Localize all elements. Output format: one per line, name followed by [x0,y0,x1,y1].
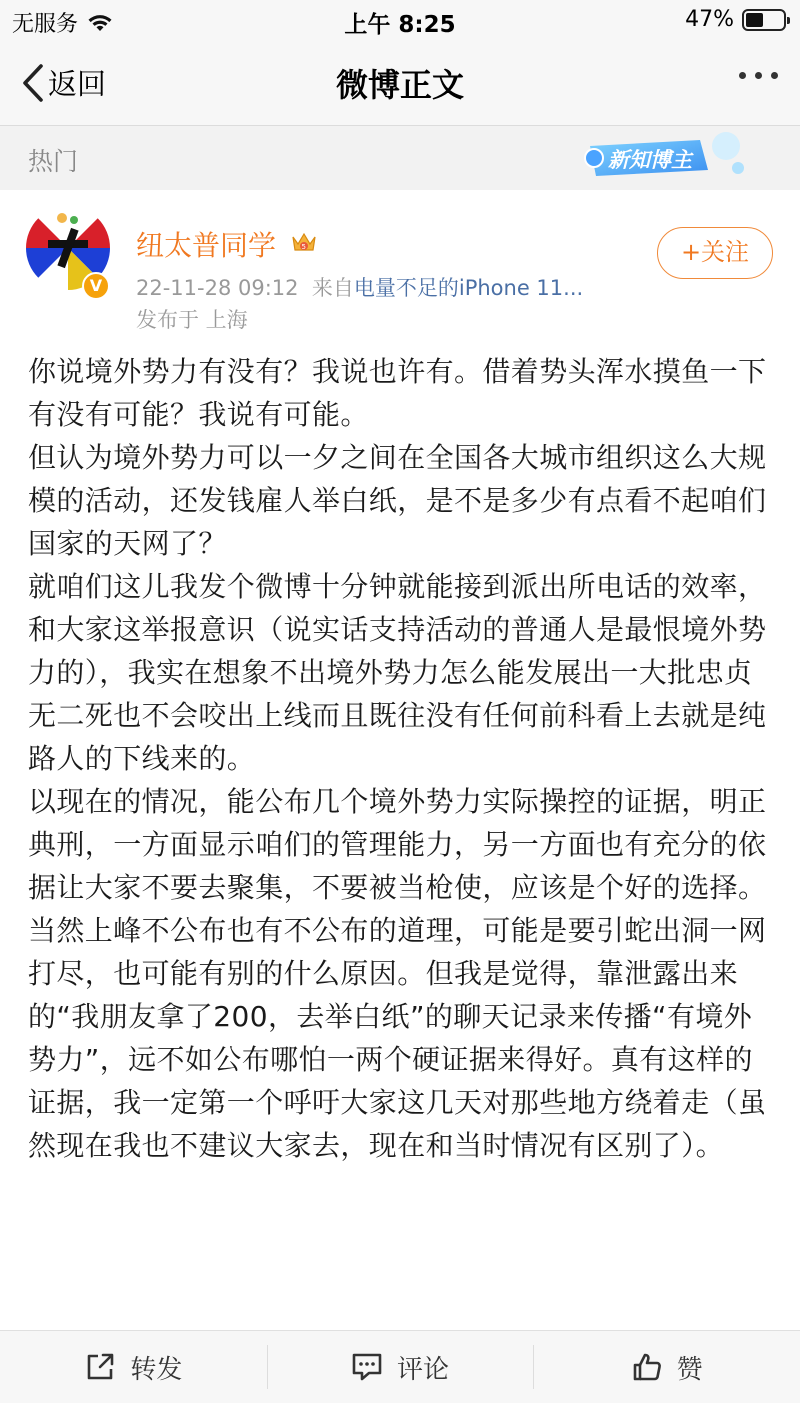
thumbs-up-icon [631,1351,663,1383]
comment-button[interactable] [267,1331,534,1403]
carrier-label: 无服务 [12,12,79,37]
follow-button[interactable]: +关注 [657,227,773,279]
post-source[interactable]: 电量不足的iPhone 11... [353,276,584,300]
svg-text:5: 5 [301,243,306,251]
hot-label[interactable]: 热门 [28,147,79,176]
verified-badge: V [82,272,110,300]
status-bar [0,0,800,42]
more-dot [771,72,778,79]
post-paragraph: 你说境外势力有没有？我说也许有。借着势头浑水摸鱼一下有没有可能？我说有可能。 [28,355,767,431]
comment-label: 评论 [397,1354,450,1385]
battery-percent: 47% [685,7,734,32]
source-prefix: 来自 [311,276,354,300]
like-label: 赞 [676,1354,703,1385]
post-location: 发布于 上海 [136,308,248,332]
more-options-button[interactable] [739,72,778,79]
repost-button[interactable] [0,1331,267,1403]
post-meta [136,272,583,302]
battery-icon [742,9,786,31]
page-title: 微博正文 [335,66,464,104]
crown-icon [290,228,318,256]
post-timestamp: 22-11-28 09:12 [136,276,299,300]
like-button[interactable] [533,1331,800,1403]
author-name[interactable]: 纽太普同学 [136,229,277,262]
post-paragraph: 就咱们这儿我发个微博十分钟就能接到派出所电话的效率，和大家这举报意识（说实话支持活动的普通人是最恨境外势力的），我实在想象不出境外势力怎么能发展出一大批忠贞无二死也不会咬出上线而且既往没有任何前科看上去就是纯路人的下线来的。 [28,570,767,775]
post-body [28,350,778,1167]
share-arrow-icon [84,1351,116,1383]
post-paragraph: 但认为境外势力可以一夕之间在全国各大城市组织这么大规模的活动，还发钱雇人举白纸，是不是多少有点看不起咱们国家的天网了？ [28,441,767,560]
badge-text: 新知博主 [608,148,692,172]
status-time: 上午 8:25 [344,12,456,38]
more-dot [755,72,762,79]
nav-bar [0,42,800,126]
post-paragraph: 当然上峰不公布也有不公布的道理，可能是要引蛇出洞一网打尽，也可能有别的什么原因。但我是觉得，靠泄露出来的“我朋友拿了200，去举白纸”的聊天记录来传播“有境外势力”，远不如公布哪怕一两个硬证据来得好。真有这样的证据，我一定第一个呼吁大家这几天对那些地方绕着走（虽然现在我也不建议大家去，现在和当时情况有区别了）。 [28,914,767,1162]
new-knowledge-blogger-badge[interactable] [578,124,748,188]
more-dots-icon [739,72,746,79]
bottom-toolbar [0,1330,800,1403]
post-paragraph: 以现在的情况，能公布几个境外势力实际操控的证据，明正典刑，一方面显示咱们的管理能力，另一方面也有充分的依据让大家不要去聚集，不要被当枪使，应该是个好的选择。 [28,785,767,904]
repost-label: 转发 [130,1354,183,1385]
back-label: 返回 [48,67,107,101]
comment-bubble-icon [351,1351,383,1383]
status-right [685,7,786,32]
